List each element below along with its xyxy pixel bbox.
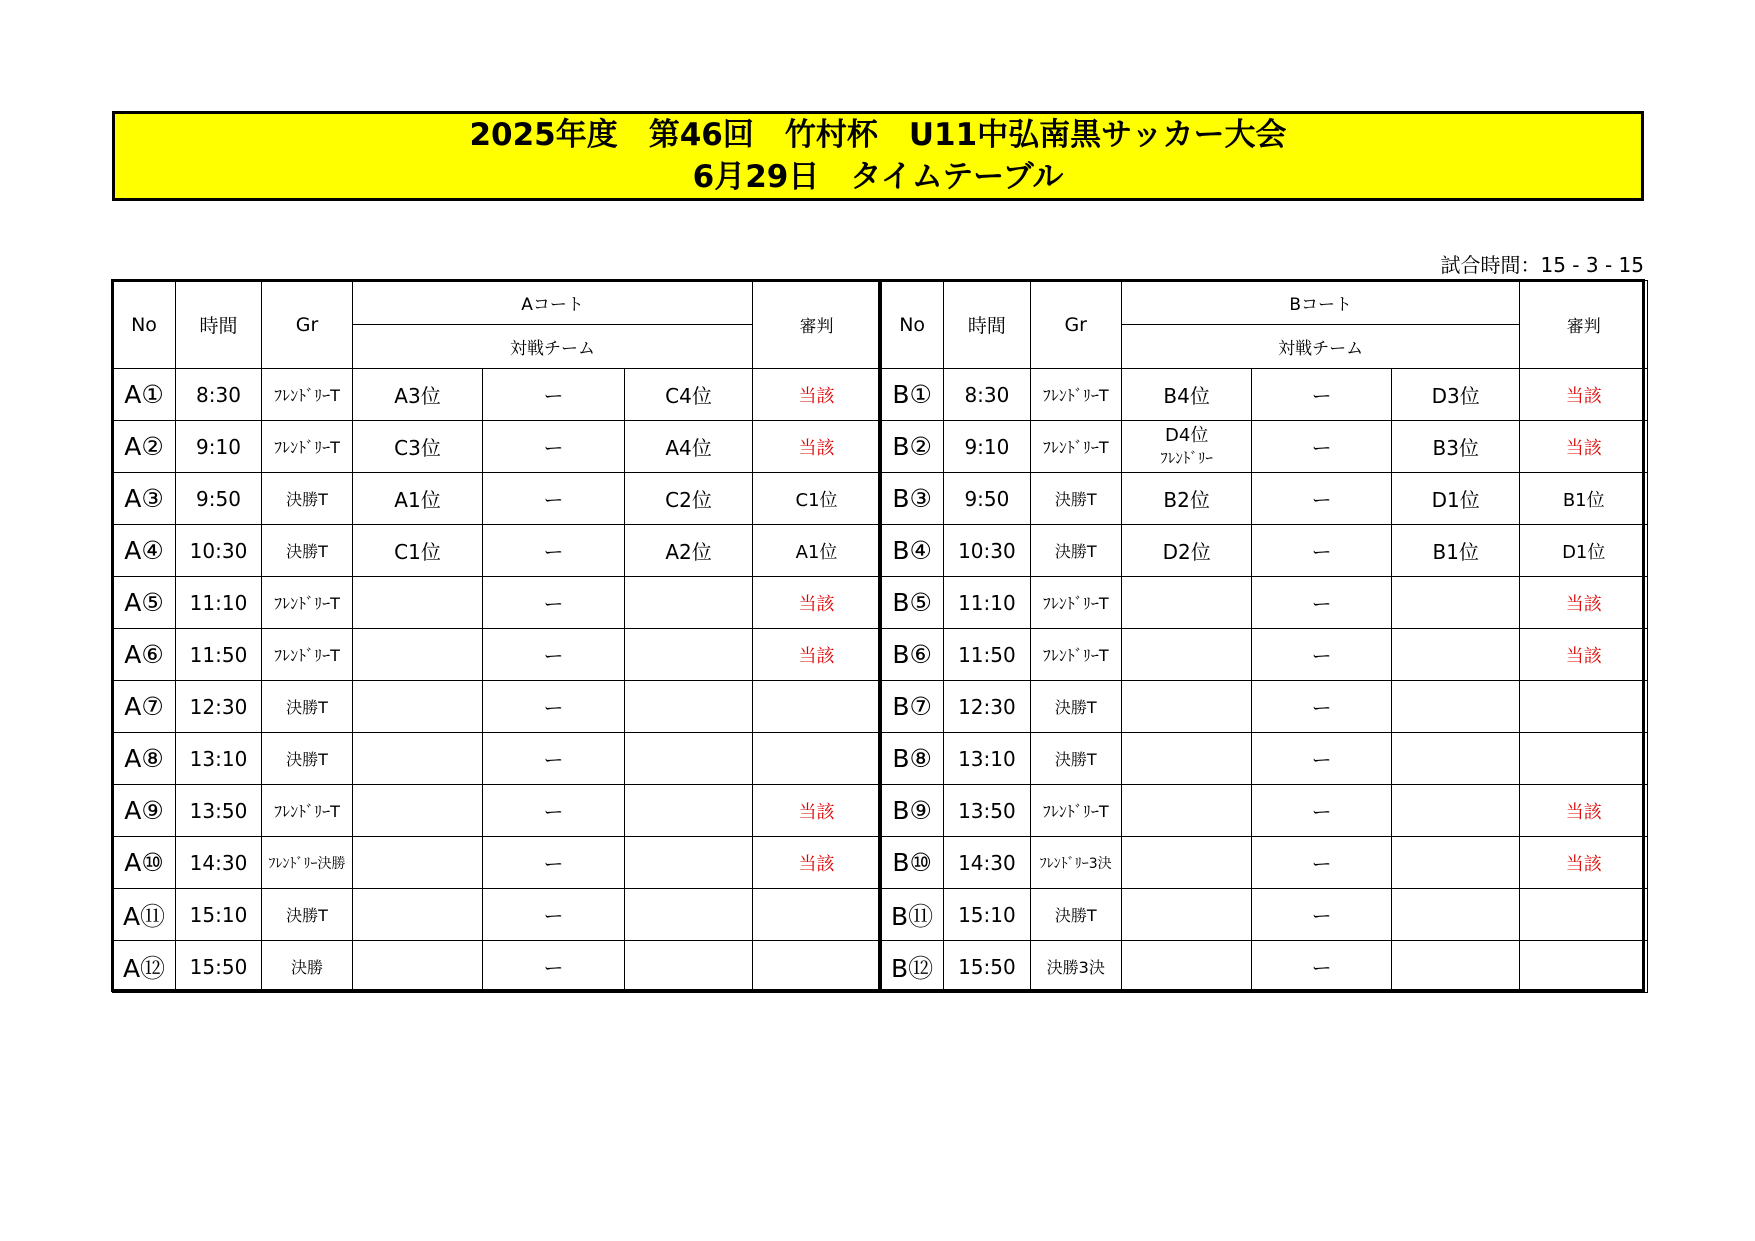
home-team-cell [1121, 681, 1252, 733]
match-no-cell: A① [113, 369, 176, 421]
group-cell: ﾌﾚﾝﾄﾞﾘｰT [262, 369, 353, 421]
group-cell: 決勝T [262, 525, 353, 577]
versus-separator-cell: ー [483, 525, 625, 577]
versus-separator-cell: ー [1252, 629, 1392, 681]
away-team-cell: A2位 [625, 525, 753, 577]
court-b-schedule-table [880, 280, 1648, 993]
table-row [113, 629, 881, 681]
referee-cell [1520, 941, 1648, 993]
table-row [881, 941, 1648, 993]
home-team-cell: C1位 [353, 525, 483, 577]
time-cell: 15:10 [944, 889, 1030, 941]
versus-separator-cell: ー [1252, 369, 1392, 421]
home-team-cell [1121, 733, 1252, 785]
table-row [881, 785, 1648, 837]
time-cell: 14:30 [176, 837, 262, 889]
group-cell: ﾌﾚﾝﾄﾞﾘｰT [262, 629, 353, 681]
time-cell: 14:30 [944, 837, 1030, 889]
table-row [881, 681, 1648, 733]
away-team-cell: C4位 [625, 369, 753, 421]
time-cell: 15:50 [176, 941, 262, 993]
table-row [881, 837, 1648, 889]
time-cell: 10:30 [176, 525, 262, 577]
away-team-cell [1391, 785, 1520, 837]
table-row [881, 525, 1648, 577]
table-row [113, 525, 881, 577]
match-no-cell: B⑩ [881, 837, 944, 889]
header-no: No [113, 281, 176, 369]
match-no-cell: B⑫ [881, 941, 944, 993]
away-team-cell: B3位 [1391, 421, 1520, 473]
group-cell: 決勝T [1030, 681, 1121, 733]
match-no-cell: B⑤ [881, 577, 944, 629]
referee-cell: C1位 [753, 473, 881, 525]
header-referee: 審判 [753, 281, 881, 369]
match-no-cell: B④ [881, 525, 944, 577]
time-cell: 12:30 [944, 681, 1030, 733]
referee-cell [1520, 681, 1648, 733]
home-team-cell [1121, 421, 1252, 473]
home-team-cell [1121, 889, 1252, 941]
time-cell: 11:10 [176, 577, 262, 629]
referee-cell: 当該 [753, 369, 881, 421]
home-team-cell [353, 733, 483, 785]
home-team-cell [1121, 785, 1252, 837]
header-time: 時間 [944, 281, 1030, 369]
versus-separator-cell: ー [483, 941, 625, 993]
group-cell: 決勝T [262, 473, 353, 525]
home-team-cell [1121, 837, 1252, 889]
match-no-cell: B⑥ [881, 629, 944, 681]
away-team-cell [625, 837, 753, 889]
home-team-cell: B4位 [1121, 369, 1252, 421]
match-no-cell: A⑥ [113, 629, 176, 681]
home-team-cell [353, 577, 483, 629]
referee-cell: 当該 [1520, 369, 1648, 421]
match-no-cell: B⑦ [881, 681, 944, 733]
referee-cell [753, 941, 881, 993]
away-team-cell [625, 733, 753, 785]
home-team-cell: B2位 [1121, 473, 1252, 525]
home-team-cell [353, 629, 483, 681]
group-cell: 決勝T [262, 681, 353, 733]
header-court-a: Aコート [353, 281, 753, 325]
home-team-cell: D2位 [1121, 525, 1252, 577]
away-team-cell [625, 889, 753, 941]
away-team-cell [625, 785, 753, 837]
away-team-cell: C2位 [625, 473, 753, 525]
match-no-cell: A⑩ [113, 837, 176, 889]
versus-separator-cell: ー [1252, 733, 1392, 785]
referee-cell: B1位 [1520, 473, 1648, 525]
group-cell: ﾌﾚﾝﾄﾞﾘｰT [1030, 577, 1121, 629]
match-no-cell: A④ [113, 525, 176, 577]
time-cell: 13:50 [176, 785, 262, 837]
header-court-b: Bコート [1121, 281, 1520, 325]
group-cell: ﾌﾚﾝﾄﾞﾘｰT [262, 785, 353, 837]
time-cell: 11:50 [176, 629, 262, 681]
group-cell: 決勝T [1030, 733, 1121, 785]
home-team-cell [353, 889, 483, 941]
referee-cell: A1位 [753, 525, 881, 577]
versus-separator-cell: ー [1252, 473, 1392, 525]
table-row [881, 889, 1648, 941]
referee-cell [1520, 889, 1648, 941]
time-cell: 9:50 [176, 473, 262, 525]
table-row [113, 785, 881, 837]
group-cell: 決勝T [262, 889, 353, 941]
home-team-cell [353, 681, 483, 733]
away-team-cell [1391, 733, 1520, 785]
referee-cell: 当該 [1520, 837, 1648, 889]
time-cell: 11:50 [944, 629, 1030, 681]
group-cell: ﾌﾚﾝﾄﾞﾘｰT [262, 421, 353, 473]
table-row [881, 473, 1648, 525]
header-teams: 対戦チーム [1121, 325, 1520, 369]
time-cell: 12:30 [176, 681, 262, 733]
home-team-cell [1121, 577, 1252, 629]
match-no-cell: A⑪ [113, 889, 176, 941]
time-cell: 13:10 [176, 733, 262, 785]
match-no-cell: B② [881, 421, 944, 473]
versus-separator-cell: ー [1252, 421, 1392, 473]
away-team-cell [1391, 941, 1520, 993]
versus-separator-cell: ー [1252, 577, 1392, 629]
table-row [881, 577, 1648, 629]
table-row [881, 421, 1648, 473]
time-cell: 9:10 [176, 421, 262, 473]
match-no-cell: B⑨ [881, 785, 944, 837]
time-cell: 15:50 [944, 941, 1030, 993]
match-no-cell: B⑪ [881, 889, 944, 941]
table-row [881, 733, 1648, 785]
header-time: 時間 [176, 281, 262, 369]
table-row [881, 629, 1648, 681]
home-team-cell [353, 837, 483, 889]
referee-cell [753, 681, 881, 733]
versus-separator-cell: ー [1252, 681, 1392, 733]
versus-separator-cell: ー [483, 629, 625, 681]
versus-separator-cell: ー [483, 681, 625, 733]
time-cell: 11:10 [944, 577, 1030, 629]
time-cell: 8:30 [944, 369, 1030, 421]
group-cell: ﾌﾚﾝﾄﾞﾘｰT [1030, 421, 1121, 473]
away-team-cell: B1位 [1391, 525, 1520, 577]
away-team-cell [1391, 629, 1520, 681]
group-cell: 決勝T [1030, 889, 1121, 941]
home-team-cell: A3位 [353, 369, 483, 421]
title-banner [112, 111, 1644, 201]
referee-cell [1520, 733, 1648, 785]
table-row [113, 681, 881, 733]
group-cell: 決勝T [262, 733, 353, 785]
away-team-cell: D1位 [1391, 473, 1520, 525]
away-team-cell [1391, 837, 1520, 889]
table-row [881, 369, 1648, 421]
referee-cell [753, 889, 881, 941]
table-row [113, 889, 881, 941]
away-team-cell [1391, 889, 1520, 941]
home-team-cell [1121, 941, 1252, 993]
match-no-cell: A⑨ [113, 785, 176, 837]
group-cell: ﾌﾚﾝﾄﾞﾘｰT [1030, 785, 1121, 837]
group-cell: ﾌﾚﾝﾄﾞﾘｰ3決 [1030, 837, 1121, 889]
table-row [113, 733, 881, 785]
referee-cell: 当該 [1520, 421, 1648, 473]
versus-separator-cell: ー [483, 421, 625, 473]
match-no-cell: A⑫ [113, 941, 176, 993]
away-team-cell [1391, 681, 1520, 733]
versus-separator-cell: ー [483, 837, 625, 889]
match-no-cell: B① [881, 369, 944, 421]
away-team-cell [625, 941, 753, 993]
match-no-cell: A⑤ [113, 577, 176, 629]
header-gr: Gr [1030, 281, 1121, 369]
group-cell: 決勝T [1030, 525, 1121, 577]
away-team-cell: A4位 [625, 421, 753, 473]
time-cell: 9:50 [944, 473, 1030, 525]
group-cell: ﾌﾚﾝﾄﾞﾘｰT [1030, 629, 1121, 681]
away-team-cell [625, 577, 753, 629]
table-row [113, 369, 881, 421]
time-cell: 13:10 [944, 733, 1030, 785]
referee-cell: 当該 [1520, 577, 1648, 629]
home-team-sublabel: ﾌﾚﾝﾄﾞﾘｰ [1160, 448, 1213, 467]
versus-separator-cell: ー [1252, 837, 1392, 889]
title-line-1: 2025年度 第46回 竹村杯 U11中弘南黒サッカー大会 [469, 117, 1287, 153]
referee-cell: D1位 [1520, 525, 1648, 577]
match-no-cell: B⑧ [881, 733, 944, 785]
time-cell: 8:30 [176, 369, 262, 421]
referee-cell: 当該 [753, 577, 881, 629]
time-cell: 15:10 [176, 889, 262, 941]
time-cell: 10:30 [944, 525, 1030, 577]
court-a-schedule-table [112, 280, 881, 993]
away-team-cell [625, 681, 753, 733]
match-no-cell: A⑧ [113, 733, 176, 785]
header-referee: 審判 [1520, 281, 1648, 369]
title-line-2: 6月29日 タイムテーブル [692, 159, 1064, 195]
versus-separator-cell: ー [1252, 525, 1392, 577]
match-no-cell: A③ [113, 473, 176, 525]
match-time-note: 試合時間：15 - 3 - 15 [1440, 253, 1644, 277]
referee-cell: 当該 [1520, 785, 1648, 837]
group-cell: 決勝3決 [1030, 941, 1121, 993]
group-cell: 決勝 [262, 941, 353, 993]
home-team-cell [1121, 629, 1252, 681]
versus-separator-cell: ー [1252, 889, 1392, 941]
home-team-cell [353, 785, 483, 837]
away-team-cell [1391, 577, 1520, 629]
match-no-cell: B③ [881, 473, 944, 525]
home-team-cell: A1位 [353, 473, 483, 525]
home-team-cell [353, 941, 483, 993]
referee-cell: 当該 [753, 629, 881, 681]
header-gr: Gr [262, 281, 353, 369]
versus-separator-cell: ー [1252, 941, 1392, 993]
away-team-cell: D3位 [1391, 369, 1520, 421]
match-no-cell: A② [113, 421, 176, 473]
group-cell: ﾌﾚﾝﾄﾞﾘｰ決勝 [262, 837, 353, 889]
versus-separator-cell: ー [1252, 785, 1392, 837]
versus-separator-cell: ー [483, 889, 625, 941]
match-no-cell: A⑦ [113, 681, 176, 733]
group-cell: ﾌﾚﾝﾄﾞﾘｰT [262, 577, 353, 629]
referee-cell: 当該 [1520, 629, 1648, 681]
home-team-label: D4位 [1165, 424, 1209, 446]
referee-cell: 当該 [753, 837, 881, 889]
table-row [113, 837, 881, 889]
home-team-cell: C3位 [353, 421, 483, 473]
versus-separator-cell: ー [483, 785, 625, 837]
header-no: No [881, 281, 944, 369]
versus-separator-cell: ー [483, 733, 625, 785]
time-cell: 9:10 [944, 421, 1030, 473]
versus-separator-cell: ー [483, 473, 625, 525]
referee-cell [753, 733, 881, 785]
versus-separator-cell: ー [483, 577, 625, 629]
time-cell: 13:50 [944, 785, 1030, 837]
header-teams: 対戦チーム [353, 325, 753, 369]
group-cell: 決勝T [1030, 473, 1121, 525]
versus-separator-cell: ー [483, 369, 625, 421]
referee-cell: 当該 [753, 421, 881, 473]
table-row [113, 577, 881, 629]
group-cell: ﾌﾚﾝﾄﾞﾘｰT [1030, 369, 1121, 421]
away-team-cell [625, 629, 753, 681]
table-row [113, 473, 881, 525]
table-row [113, 941, 881, 993]
table-row [113, 421, 881, 473]
referee-cell: 当該 [753, 785, 881, 837]
